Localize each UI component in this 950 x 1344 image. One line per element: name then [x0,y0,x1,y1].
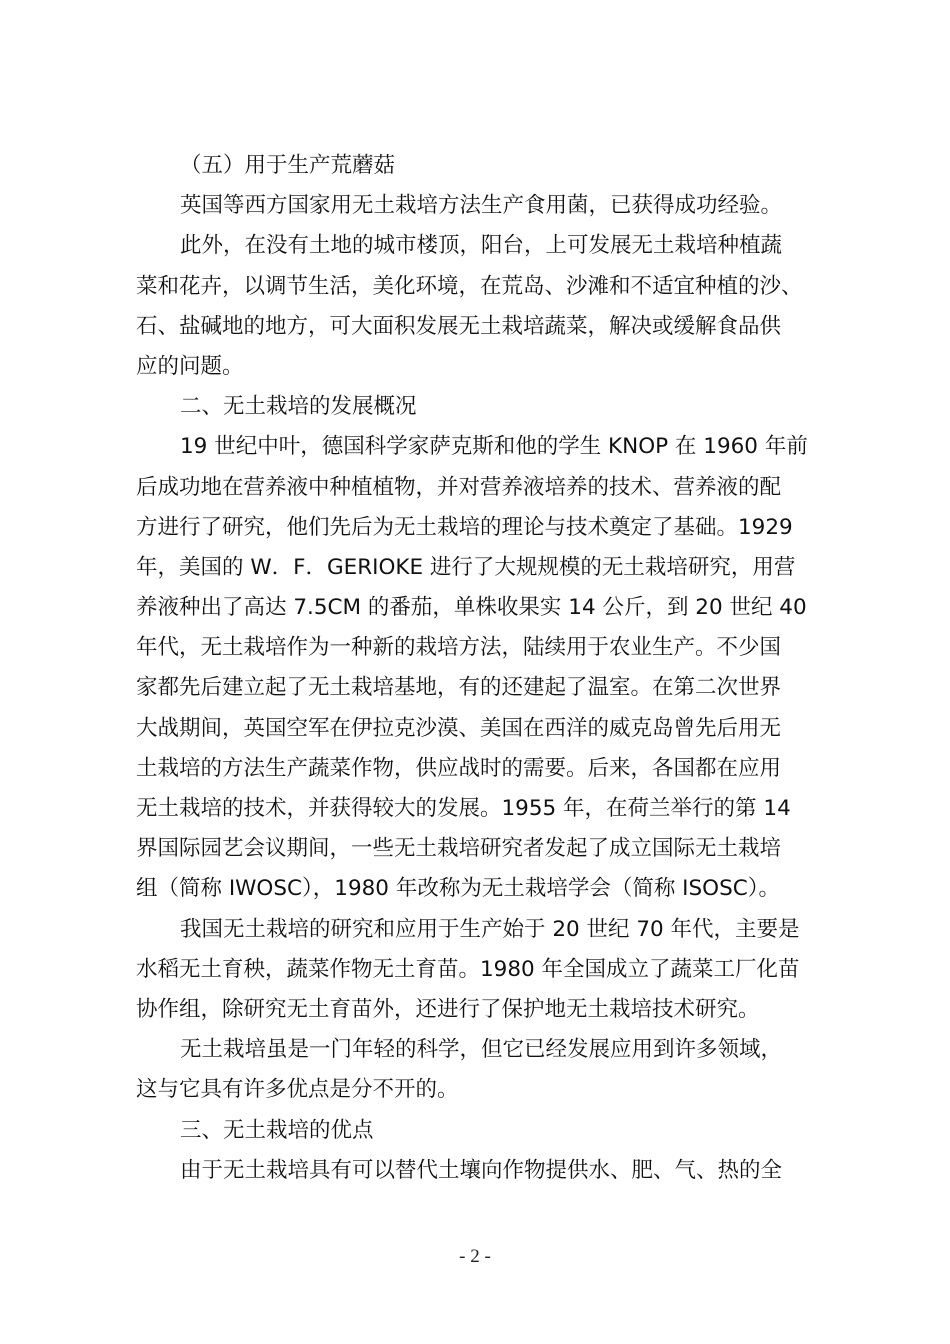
body-text [136,146,816,1191]
text-line: 这与它具有许多优点是分不开的。 [136,1077,459,1103]
text-line: 无土栽培虽是一门年轻的科学，但它已经发展应用到许多领域， [180,1037,783,1063]
text-line: 年，美国的 W．F．GERIOKE 进行了大规规模的无土栽培研究，用营 [136,554,796,580]
text-line: 土栽培的方法生产蔬菜作物，供应战时的需要。后来，各国都在应用 [136,755,782,781]
text-line: 后成功地在营养液中种植植物，并对营养液培养的技术、营养液的配 [136,474,782,500]
text-line: 石、盐碱地的地方，可大面积发展无土栽培蔬菜，解决或缓解食品供 [136,313,782,339]
text-line: 界国际园艺会议期间，一些无土栽培研究者发起了成立国际无土栽培 [136,836,782,862]
text-line: 养液种出了高达 7.5CM 的番茄，单株收果实 14 公斤，到 20 世纪 40 [136,595,807,621]
text-line: 由于无土栽培具有可以替代土壤向作物提供水、肥、气、热的全 [180,1157,783,1183]
text-line: 大战期间，英国空军在伊拉克沙漠、美国在西洋的威克岛曾先后用无 [136,715,782,741]
text-line: 此外，在没有土地的城市楼顶，阳台，上可发展无土栽培种植蔬 [180,233,783,259]
page-number: - 2 - [459,1246,491,1267]
text-line: 水稻无土育秧，蔬菜作物无土育苗。1980 年全国成立了蔬菜工厂化苗 [136,956,800,982]
text-line: 菜和花卉，以调节生活，美化环境，在荒岛、沙滩和不适宜种植的沙、 [136,273,803,299]
text-line: 英国等西方国家用无土栽培方法生产食用菌，已获得成功经验。 [180,193,783,219]
text-line: 应的问题。 [136,353,244,379]
text-line: 19 世纪中叶，德国科学家萨克斯和他的学生 KNOP 在 1960 年前 [180,434,808,460]
text-line: 家都先后建立起了无土栽培基地，有的还建起了温室。在第二次世界 [136,675,782,701]
text-line: 二、无土栽培的发展概况 [180,394,417,420]
text-line: 年代，无土栽培作为一种新的栽培方法，陆续用于农业生产。不少国 [136,635,782,661]
text-line: 无土栽培的技术，并获得较大的发展。1955 年，在荷兰举行的第 14 [136,796,791,821]
text-line: 协作组，除研究无土育苗外，还进行了保护地无土栽培技术研究。 [136,996,760,1022]
text-line: （五）用于生产荒蘑菇 [180,153,396,178]
text-line: 组（简称 IWOSC），1980 年改称为无土栽培学会（简称 ISOSC）。 [136,876,780,902]
text-line: 我国无土栽培的研究和应用于生产始于 20 世纪 70 年代，主要是 [180,916,800,942]
text-line: 方进行了研究，他们先后为无土栽培的理论与技术奠定了基础。1929 [136,514,793,540]
text-line: 三、无土栽培的优点 [180,1117,374,1143]
